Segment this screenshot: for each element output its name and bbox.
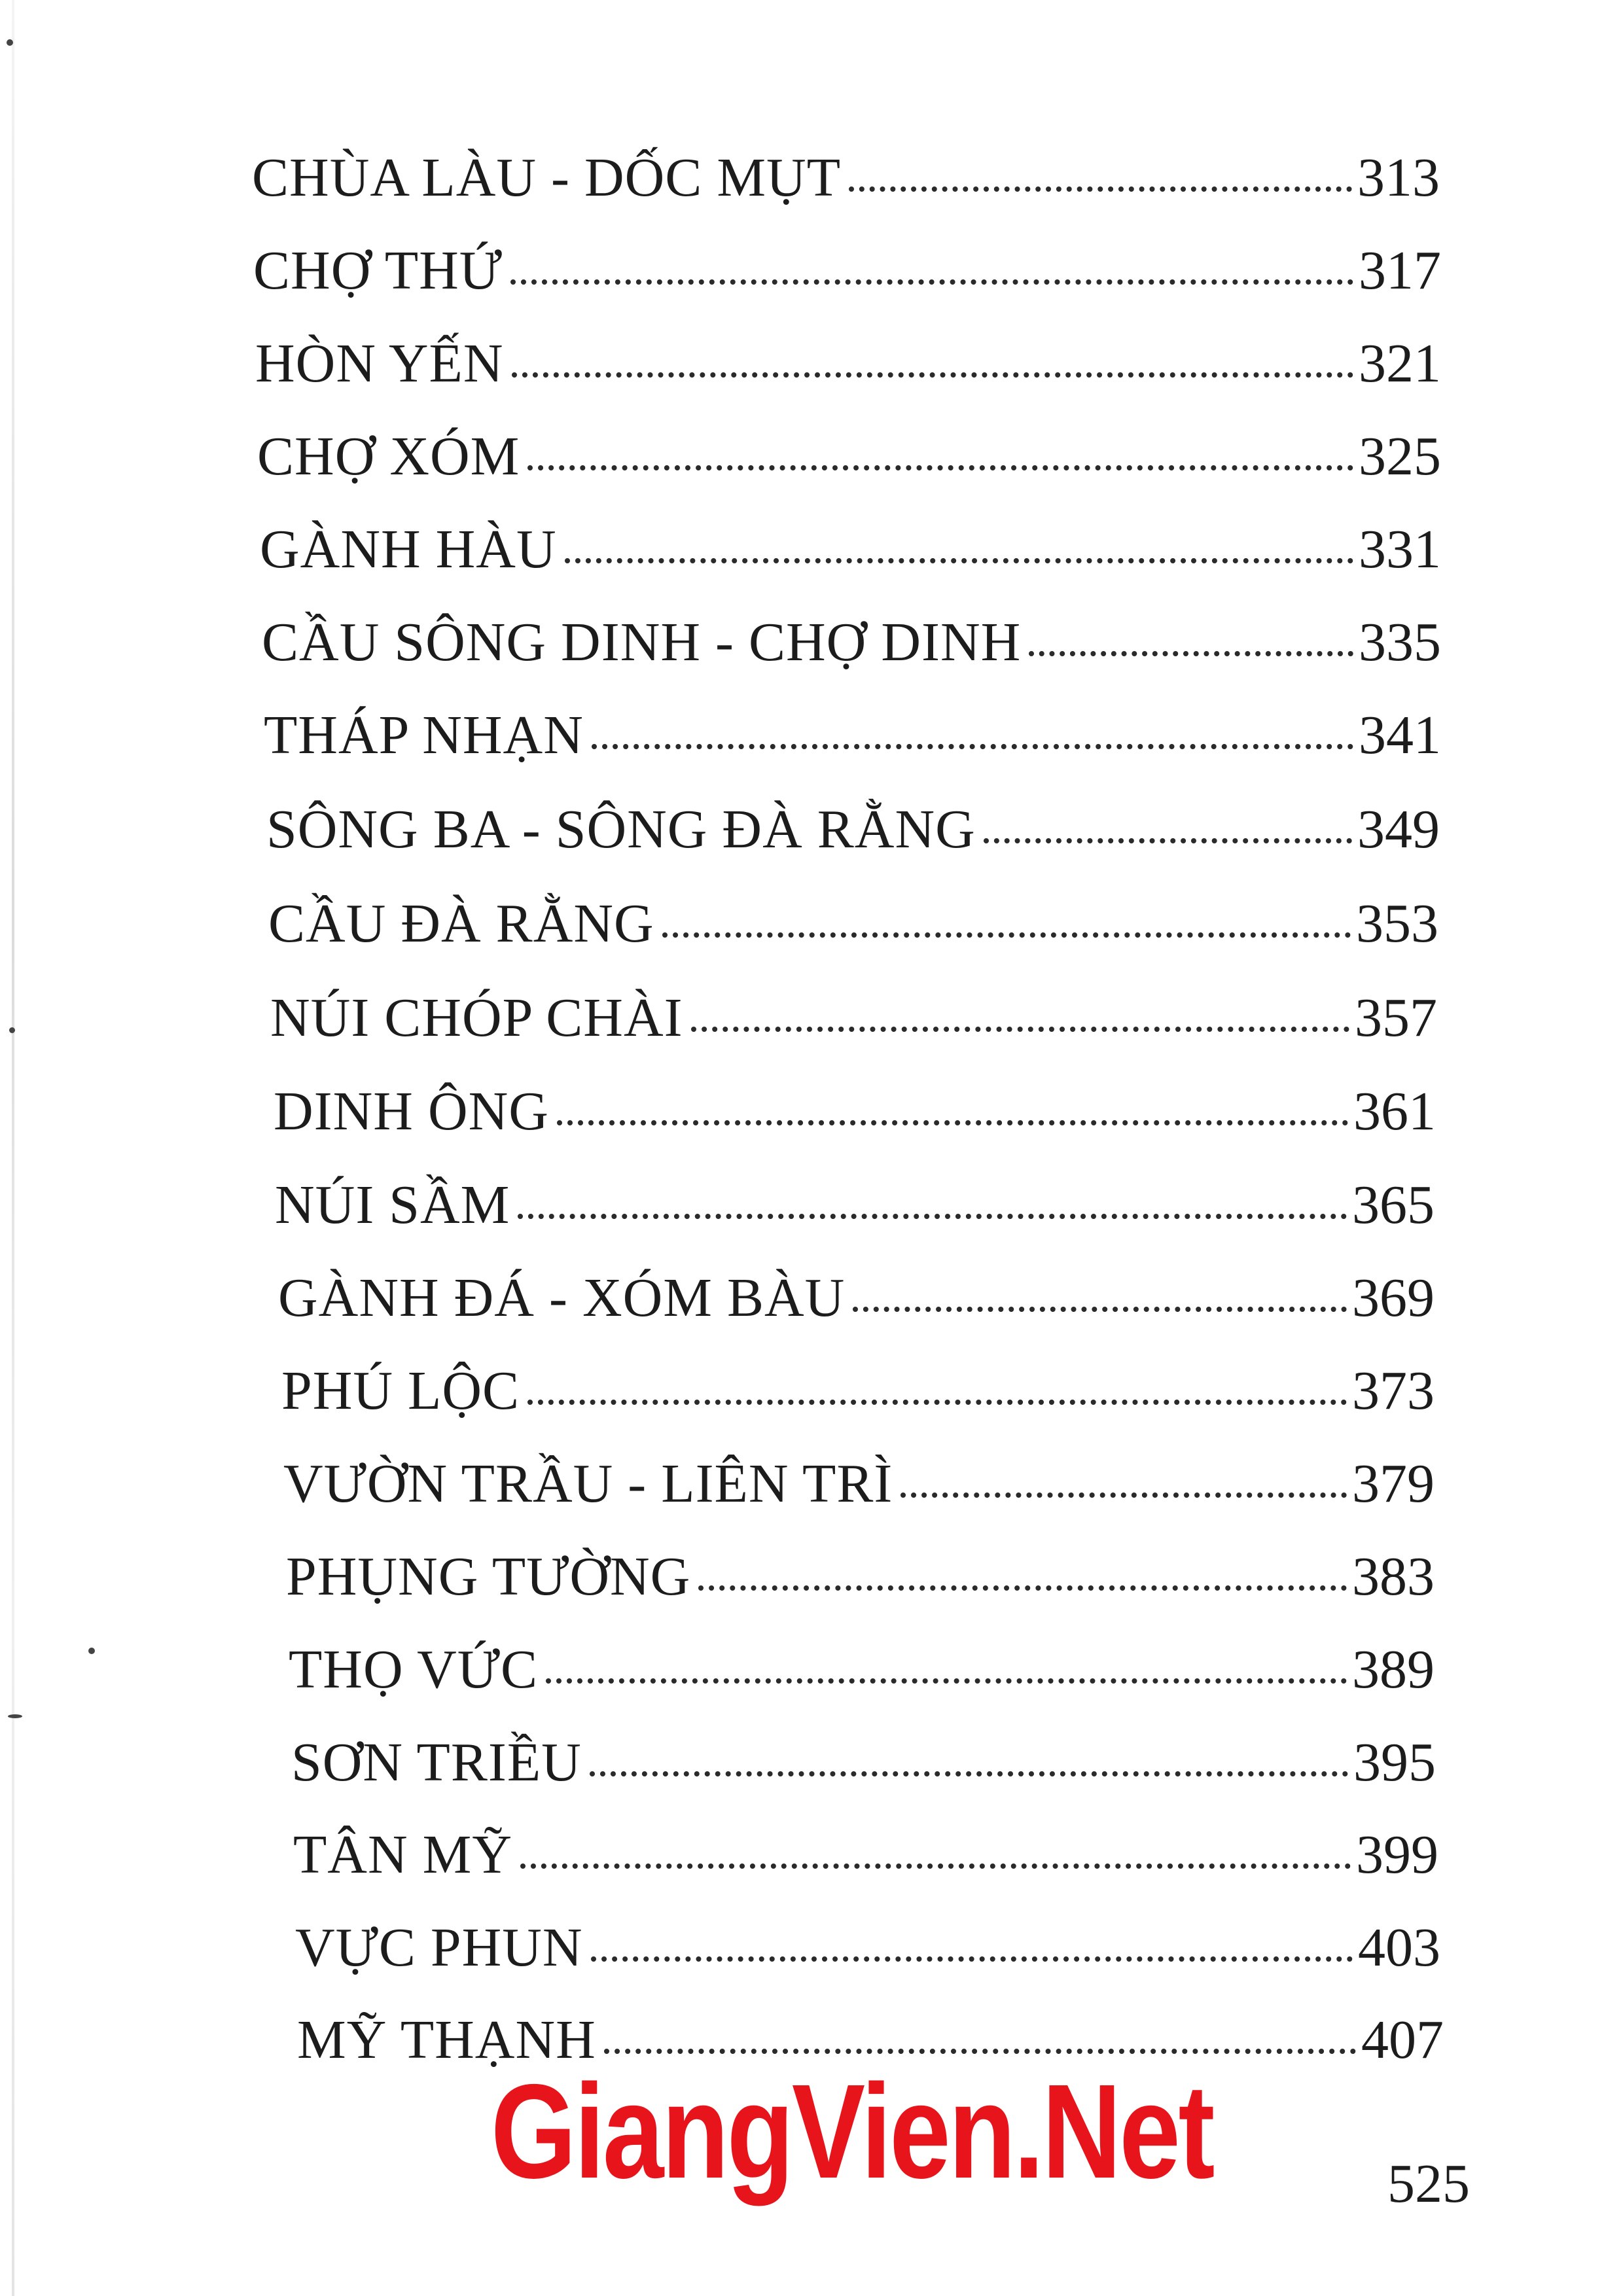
toc-entry[interactable]	[260, 519, 1441, 580]
toc-entry[interactable]	[266, 799, 1440, 860]
toc-entry-title: NÚI CHÓP CHÀI	[270, 987, 683, 1048]
toc-entry[interactable]	[274, 1081, 1436, 1142]
toc-entry-title: VƯỜN TRẦU - LIÊN TRÌ	[283, 1453, 893, 1514]
toc-entry[interactable]	[295, 1917, 1440, 1978]
toc-entry-page: 317	[1359, 240, 1441, 301]
toc-entry-page: 349	[1357, 799, 1440, 860]
toc-entry[interactable]	[281, 1360, 1435, 1421]
toc-leader-dots	[691, 1027, 1349, 1032]
toc-leader-dots	[565, 558, 1353, 563]
watermark-logo: GiangVien.Net	[491, 2057, 1213, 2206]
toc-entry-title: CHỢ THỨ	[253, 240, 503, 301]
toc-entry-page: 389	[1352, 1639, 1435, 1700]
toc-leader-dots	[662, 932, 1351, 938]
toc-leader-dots	[520, 1863, 1351, 1869]
toc-leader-dots	[984, 838, 1352, 843]
toc-leader-dots	[512, 372, 1353, 378]
toc-entry-title: HÒN YẾN	[255, 333, 504, 394]
toc-entry-page: 403	[1358, 1917, 1440, 1978]
toc-leader-dots	[557, 1120, 1348, 1125]
toc-entry-title: NÚI SẦM	[275, 1174, 510, 1235]
toc-entry-page: 335	[1359, 612, 1441, 673]
toc-entry[interactable]	[257, 426, 1441, 487]
toc-entry-page: 357	[1355, 987, 1437, 1048]
toc-entry-page: 341	[1359, 705, 1441, 766]
toc-entry[interactable]	[255, 333, 1441, 394]
toc-entry-title: SƠN TRIỀU	[291, 1732, 582, 1793]
toc-entry-page: 365	[1352, 1174, 1435, 1235]
toc-entry-page: 321	[1359, 333, 1441, 394]
toc-entry-page: 399	[1356, 1824, 1438, 1885]
toc-leader-dots	[527, 1400, 1347, 1405]
toc-entry-page: 361	[1353, 1081, 1436, 1142]
toc-entry-page: 325	[1359, 426, 1441, 487]
toc-entry[interactable]	[293, 1824, 1438, 1885]
toc-entry-title: CHÙA LÀU - DỐC MỤT	[252, 147, 841, 208]
toc-entry-page: 383	[1352, 1546, 1435, 1607]
scan-speck	[88, 1648, 95, 1654]
toc-entry-title: PHÚ LỘC	[281, 1360, 520, 1421]
toc-entry-title: THỌ VỨC	[289, 1639, 538, 1700]
page-number: 525	[1387, 2153, 1470, 2214]
toc-entry-page: 313	[1357, 147, 1440, 208]
toc-entry-title: VỰC PHUN	[295, 1917, 583, 1978]
toc-leader-dots	[698, 1585, 1347, 1591]
toc-leader-dots	[604, 2049, 1356, 2054]
toc-leader-dots	[1029, 651, 1353, 656]
toc-entry-title: CẦU SÔNG DINH - CHỢ DINH	[262, 612, 1022, 673]
toc-entry[interactable]	[268, 893, 1438, 954]
toc-entry-title: TÂN MỸ	[293, 1824, 512, 1885]
toc-entry[interactable]	[291, 1732, 1436, 1793]
toc-entry[interactable]	[270, 987, 1437, 1048]
toc-entry-page: 395	[1353, 1732, 1436, 1793]
toc-leader-dots	[590, 1771, 1348, 1776]
toc-entry-title: GÀNH ĐÁ - XÓM BÀU	[278, 1267, 846, 1328]
toc-leader-dots	[853, 1307, 1347, 1312]
toc-entry-title: GÀNH HÀU	[260, 519, 557, 580]
toc-leader-dots	[592, 744, 1353, 749]
toc-entry-title: PHỤNG TƯỜNG	[286, 1546, 691, 1607]
toc-entry-page: 379	[1352, 1453, 1435, 1514]
toc-entry-page: 407	[1361, 2009, 1444, 2070]
toc-entry[interactable]	[262, 612, 1441, 673]
toc-entry[interactable]	[275, 1174, 1435, 1235]
toc-entry[interactable]	[278, 1267, 1435, 1328]
toc-entry[interactable]	[264, 705, 1441, 766]
toc-leader-dots	[546, 1678, 1347, 1684]
toc-leader-dots	[591, 1956, 1353, 1962]
toc-leader-dots	[901, 1492, 1347, 1498]
toc-leader-dots	[510, 279, 1353, 285]
scan-speck	[7, 39, 13, 46]
toc-entry-page: 331	[1359, 519, 1441, 580]
toc-leader-dots	[527, 465, 1353, 470]
toc-entry-title: THÁP NHẠN	[264, 705, 584, 766]
toc-leader-dots	[518, 1214, 1347, 1219]
toc-entry-page: 353	[1356, 893, 1438, 954]
toc-entry-title: DINH ÔNG	[274, 1081, 549, 1142]
toc-entry[interactable]	[252, 147, 1440, 208]
toc-entry-title: SÔNG BA - SÔNG ĐÀ RẰNG	[266, 799, 976, 860]
toc-entry-page: 373	[1352, 1360, 1435, 1421]
toc-entry-title: CẦU ĐÀ RẰNG	[268, 893, 654, 954]
toc-entry[interactable]	[286, 1546, 1435, 1607]
toc-entry-title: CHỢ XÓM	[257, 426, 520, 487]
toc-entry[interactable]	[289, 1639, 1435, 1700]
toc-entry[interactable]	[253, 240, 1441, 301]
scan-speck	[9, 1027, 15, 1033]
toc-entry-title: MỸ THẠNH	[297, 2009, 596, 2070]
toc-leader-dots	[849, 186, 1352, 192]
scan-speck	[8, 1714, 22, 1718]
toc-entry[interactable]	[283, 1453, 1435, 1514]
toc-entry-page: 369	[1352, 1267, 1435, 1328]
